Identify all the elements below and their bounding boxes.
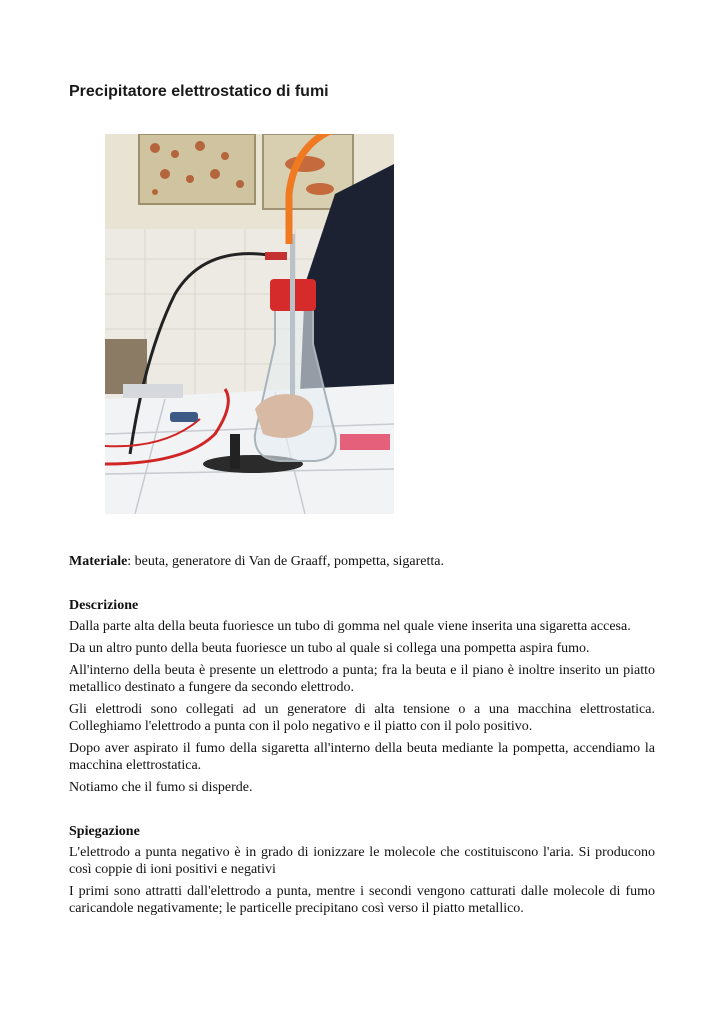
- page-title: Precipitatore elettrostatico di fumi: [69, 83, 329, 100]
- description-paragraph: Da un altro punto della beuta fuoriesce un tubo al quale si collega una pompetta aspira fumo.: [69, 641, 590, 656]
- description-paragraph: Dalla parte alta della beuta fuoriesce un tubo di gomma nel quale viene inserita una sigaretta accesa.: [69, 619, 631, 634]
- description-paragraph: Gli elettrodi sono collegati ad un generatore di alta tensione o a una macchina elettrostatica. Colleghiamo l'elettrodo a punta con il polo negativo e il piatto con il polo positivo.: [69, 702, 655, 734]
- materials-line: [69, 553, 655, 570]
- document-body: [69, 553, 655, 922]
- description-heading: Descrizione: [69, 598, 139, 613]
- experiment-photo: [105, 134, 394, 514]
- description-paragraph: Dopo aver aspirato il fumo della sigaretta all'interno della beuta mediante la pompetta, accendiamo la macchina elettrostatica.: [69, 741, 655, 773]
- materials-text: : beuta, generatore di Van de Graaff, pompetta, sigaretta.: [127, 554, 444, 569]
- materials-label: Materiale: [69, 554, 128, 569]
- description-paragraph: Notiamo che il fumo si disperde.: [69, 780, 253, 795]
- description-paragraph: All'interno della beuta è presente un elettrodo a punta; fra la beuta e il piano è inoltre inserito un piatto metallico destinato a fungere da secondo elettrodo.: [69, 663, 655, 695]
- explanation-paragraph: I primi sono attratti dall'elettrodo a punta, mentre i secondi vengono catturati dalle molecole di fumo caricandole negativamente; le particelle precipitano così verso il piatto metallico.: [69, 884, 655, 916]
- explanation-heading: Spiegazione: [69, 824, 140, 839]
- explanation-paragraph: L'elettrodo a punta negativo è in grado di ionizzare le molecole che costituiscono l'aria. Si producono così coppie di ioni positivi e negativi: [69, 845, 655, 877]
